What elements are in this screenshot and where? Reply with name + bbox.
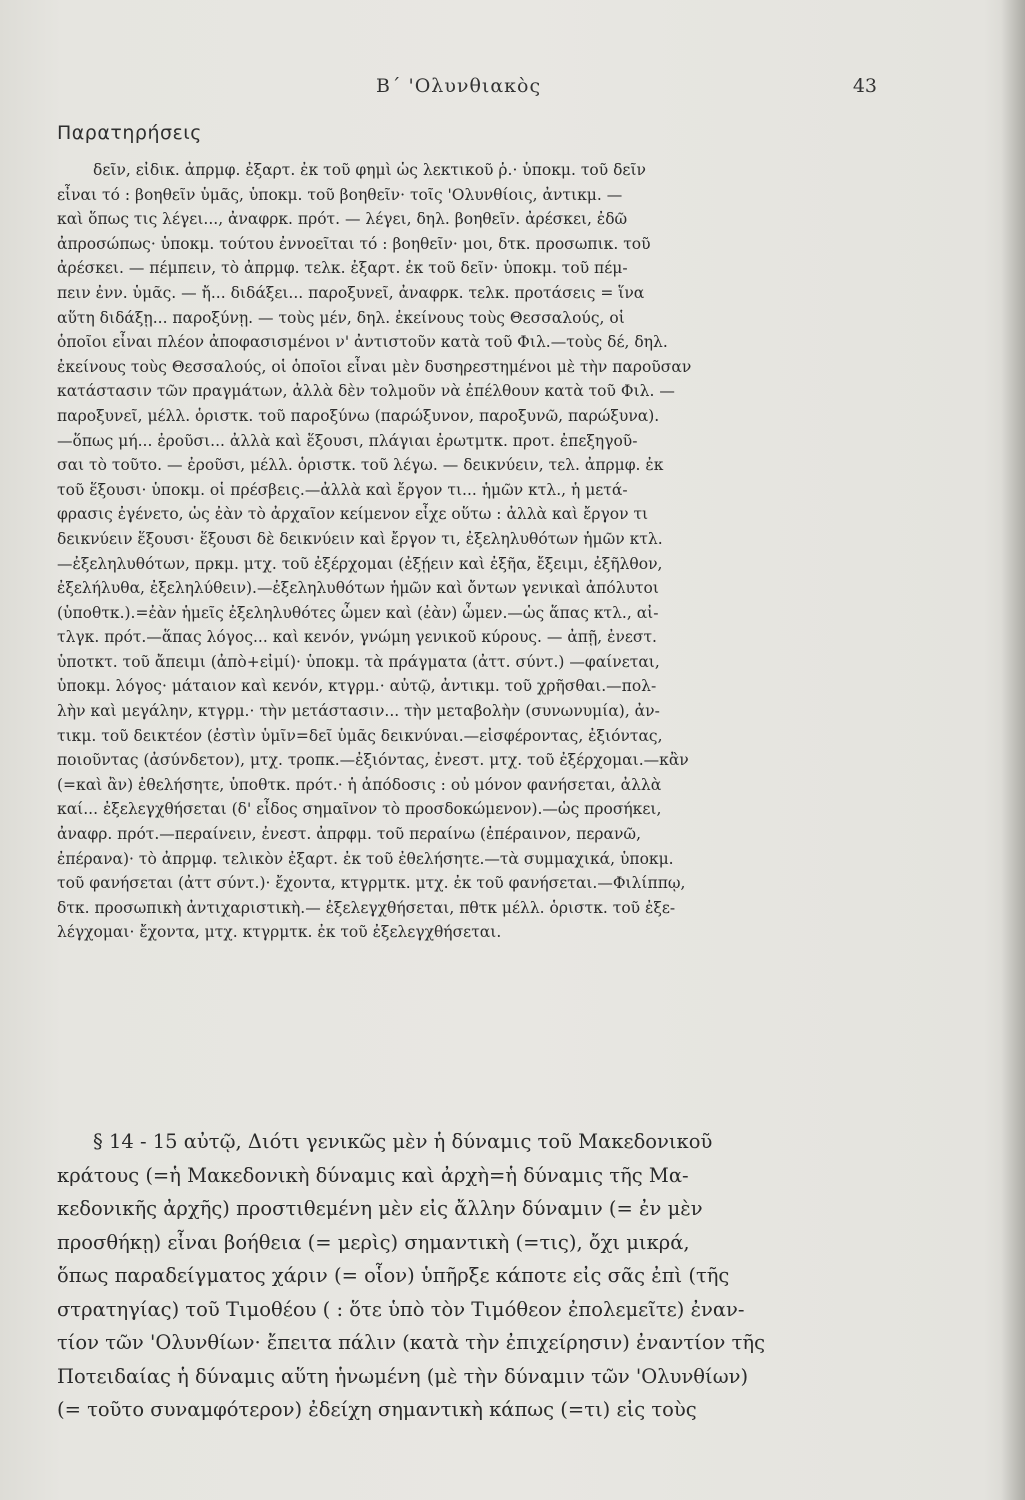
note-line: παροξυνεῖ, μέλλ. ὁριστκ. τοῦ παροξύνω (παρώξυνον, παροξυνῶ, παρώξυνα). xyxy=(57,406,660,425)
main-text-line: τίον τῶν 'Ολυνθίων· ἔπειτα πάλιν (κατὰ τὴν ἐπιχείρησιν) ἐναντίον τῆς xyxy=(57,1331,765,1354)
main-text-line: προσθήκῃ) εἶναι βοήθεια (= μερὶς) σημαντικὴ (=τις), ὄχι μικρά, xyxy=(57,1230,690,1254)
main-text-block xyxy=(57,1125,879,1427)
notes-block xyxy=(57,158,879,945)
note-line: πειν ἐνν. ὑμᾶς. — ἤ... διδάξει... παροξυνεῖ, ἀναφρκ. τελκ. προτάσεις = ἵνα xyxy=(57,283,645,302)
note-line: ὑποτκτ. τοῦ ἄπειμι (ἀπὸ+εἰμί)· ὑποκμ. τὰ πράγματα (ἀττ. σύντ.) —φαίνεται, xyxy=(57,652,660,671)
note-line: (ὑποθτκ.).=ἐὰν ἡμεῖς ἐξεληλυθότες ὦμεν καὶ (ἐὰν) ὦμεν.—ὡς ἅπας κτλ., αἰ- xyxy=(57,603,659,622)
note-line: ὑποκμ. λόγος· μάταιον καὶ κενόν, κτγρμ.· αὐτῷ, ἀντικμ. τοῦ χρῆσθαι.—πολ- xyxy=(57,677,657,696)
note-line: —ἐξεληλυθότων, πρκμ. μτχ. τοῦ ἐξέρχομαι (ἐξῄειν καὶ ἐξῆα, ἔξειμι, ἐξῆλθον, xyxy=(57,554,663,573)
main-text-line: στρατηγίας) τοῦ Τιμοθέου ( : ὅτε ὑπὸ τὸν Τιμόθεον ἐπολεμεῖτε) ἐναν- xyxy=(57,1297,745,1321)
main-text-line: κράτους (=ἡ Μακεδονικὴ δύναμις καὶ ἀρχὴ=ἡ δύναμις τῆς Μα- xyxy=(57,1163,689,1187)
main-text-line: κεδονικῆς ἀρχῆς) προστιθεμένη μὲν εἰς ἄλλην δύναμιν (= ἐν μὲν xyxy=(57,1197,703,1220)
note-line: λέγχομαι· ἔχοντα, μτχ. κτγρμτκ. ἐκ τοῦ ἐξελεγχθήσεται. xyxy=(57,923,502,942)
note-line: τλγκ. πρότ.—ἅπας λόγος... καὶ κενόν, γνώμη γενικοῦ κύρους. — ἀπῇ, ἐνεστ. xyxy=(57,628,657,647)
main-text-line: § 14 - 15 αὐτῷ, Διότι γενικῶς μὲν ἡ δύναμις τοῦ Μακεδονικοῦ xyxy=(93,1130,713,1153)
note-line: εἶναι τό : βοηθεῖν ὑμᾶς, ὑποκμ. τοῦ βοηθεῖν· τοῖς 'Ολυνθίοις, ἀντικμ. — xyxy=(57,185,623,204)
note-line: καὶ ὅπως τις λέγει..., ἀναφρκ. πρότ. — λέγει, δηλ. βοηθεῖν. ἀρέσκει, ἐδῶ xyxy=(57,210,628,229)
note-line: (=καὶ ἂν) ἐθελήσητε, ὑποθτκ. πρότ.· ἡ ἀπόδοσις : οὐ μόνον φανήσεται, ἀλλὰ xyxy=(57,775,662,794)
note-line: τοῦ φανήσεται (ἀττ σύντ.)· ἔχοντα, κτγρμτκ. μτχ. ἐκ τοῦ φανήσεται.—Φιλίππῳ, xyxy=(57,874,686,893)
main-text-line: Ποτειδαίας ἡ δύναμις αὕτη ἡνωμένη (μὲ τὴν δύναμιν τῶν 'Ολυνθίων) xyxy=(57,1364,749,1388)
note-line: δεικνύειν ἕξουσι· ἕξουσι δὲ δεικνύειν καὶ ἔργον τι, ἐξεληλυθότων ἡμῶν κτλ. xyxy=(57,529,663,548)
section-heading: Παρατηρήσεις xyxy=(57,122,202,144)
note-line: ἐπέρανα)· τὸ ἀπρμφ. τελικὸν ἐξαρτ. ἐκ τοῦ ἐθελήσητε.—τὰ συμμαχικά, ὑποκμ. xyxy=(57,849,674,868)
note-line: ἐκείνους τοὺς Θεσσαλούς, οἱ ὁποῖοι εἶναι μὲν δυσηρεστημένοι μὲ τὴν παροῦσαν xyxy=(57,357,692,376)
note-line: ἀναφρ. πρότ.—περαίνειν, ἐνεστ. ἀπρφμ. τοῦ περαίνω (ἐπέραινον, περανῶ, xyxy=(57,825,641,844)
note-line: σαι τὸ τοῦτο. — ἐροῦσι, μέλλ. ὁριστκ. τοῦ λέγω. — δεικνύειν, τελ. ἀπρμφ. ἐκ xyxy=(57,456,664,475)
note-line: φρασις ἐγένετο, ὡς ἐὰν τὸ ἀρχαῖον κείμενον εἶχε οὕτω : ἀλλὰ καὶ ἔργον τι xyxy=(57,505,649,524)
page-number: 43 xyxy=(852,75,877,97)
page-edge-shadow xyxy=(1001,0,1025,1500)
note-line: δτκ. προσωπικὴ ἀντιχαριστικὴ.— ἐξελεγχθήσεται, πθτκ μέλλ. ὁριστκ. τοῦ ἐξε- xyxy=(57,898,676,917)
note-line: λὴν καὶ μεγάλην, κτγρμ.· τὴν μετάστασιν... τὴν μεταβολὴν (συνωνυμία), ἀν- xyxy=(57,702,660,721)
running-title: Β΄ 'Ολυνθιακὸς xyxy=(376,75,542,97)
note-line: αὕτη διδάξῃ... παροξύνῃ. — τοὺς μέν, δηλ. ἐκείνους τοὺς Θεσσαλούς, οἱ xyxy=(57,308,625,327)
note-line: ἐξελήλυθα, ἐξεληλύθειν).—ἐξεληλυθότων ἡμῶν καὶ ὄντων γενικαὶ ἀπόλυτοι xyxy=(57,579,659,598)
note-line: ἀρέσκει. — πέμπειν, τὸ ἀπρμφ. τελκ. ἐξαρτ. ἐκ τοῦ δεῖν· ὑποκμ. τοῦ πέμ- xyxy=(57,259,628,278)
note-line: δεῖν, εἰδικ. ἀπρμφ. ἐξαρτ. ἐκ τοῦ φημὶ ὡς λεκτικοῦ ῥ.· ὑποκμ. τοῦ δεῖν xyxy=(93,161,646,179)
note-line: ἀπροσώπως· ὑποκμ. τούτου ἐννοεῖται τό : βοηθεῖν· μοι, δτκ. προσωπικ. τοῦ xyxy=(57,234,651,253)
page-header xyxy=(0,75,1025,99)
note-line: καί... ἐξελεγχθήσεται (δ' εἶδος σημαῖνον τὸ προσδοκώμενον).—ὡς προσήκει, xyxy=(57,800,662,819)
note-line: τικμ. τοῦ δεικτέον (ἐστὶν ὑμῖν=δεῖ ὑμᾶς δεικνύναι.—εἰσφέροντας, ἐξιόντας, xyxy=(57,726,663,745)
note-line: κατάστασιν τῶν πραγμάτων, ἀλλὰ δὲν τολμοῦν νὰ ἐπέλθουν κατὰ τοῦ Φιλ. — xyxy=(57,382,675,401)
main-text-line: (= τοῦτο συναμφότερον) ἐδείχη σημαντικὴ κάπως (=τι) εἰς τοὺς xyxy=(57,1398,697,1421)
note-line: τοῦ ἕξουσι· ὑποκμ. οἱ πρέσβεις.—ἀλλὰ καὶ ἔργον τι... ἡμῶν κτλ., ἡ μετά- xyxy=(57,480,628,499)
main-text-line: ὅπως παραδείγματος χάριν (= οἷον) ὑπῆρξε κάποτε εἰς σᾶς ἐπὶ (τῆς xyxy=(57,1264,730,1287)
note-line: ποιοῦντας (ἀσύνδετον), μτχ. τροπκ.—ἐξιόντας, ἐνεστ. μτχ. τοῦ ἐξέρχομαι.—κἂν xyxy=(57,751,689,770)
note-line: —ὅπως μή... ἐροῦσι... ἀλλὰ καὶ ἕξουσι, πλάγιαι ἐρωτμτκ. προτ. ἐπεξηγοῦ- xyxy=(57,431,638,450)
note-line: ὁποῖοι εἶναι πλέον ἀποφασισμένοι ν' ἀντιστοῦν κατὰ τοῦ Φιλ.—τοὺς δέ, δηλ. xyxy=(57,333,668,352)
